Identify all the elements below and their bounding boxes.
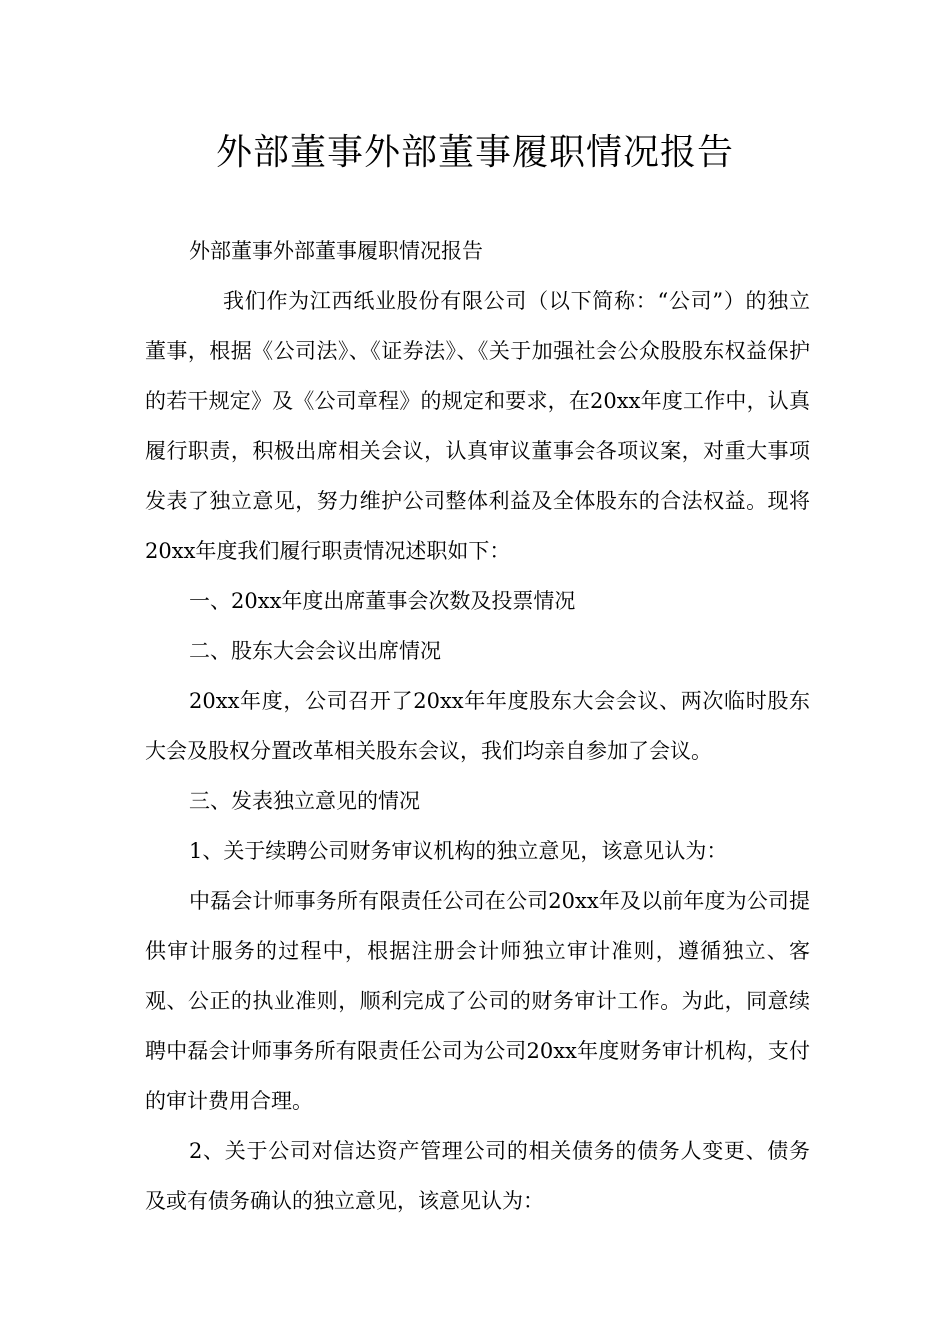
section-heading-3: 三、发表独立意见的情况: [189, 789, 420, 813]
paragraph-subtitle: 外部董事外部董事履职情况报告: [189, 239, 483, 263]
item-heading-2: 2、关于公司对信达资产管理公司的相关债务的债务人变更、债务及或有债务确认的独立意见，该意见认为：: [145, 1139, 810, 1213]
paragraph-shareholder-meetings: 20xx年度，公司召开了20xx年年度股东大会会议、两次临时股东大会及股权分置改革相关股东会议，我们均亲自参加了会议。: [145, 689, 810, 763]
paragraph-intro: 我们作为江西纸业股份有限公司（以下简称：“公司”）的独立董事，根据《公司法》、《证券法》、《关于加强社会公众股股东权益保护的若干规定》及《公司章程》的规定和要求，在20xx年度工作中，认真履行职责，积极出席相关会议，认真审议董事会各项议案，对重大事项发表了独立意见，努力维护公司整体利益及全体股东的合法权益。现将20xx年度我们履行职责情况述职如下：: [145, 289, 810, 563]
document-body: [145, 226, 810, 1226]
section-heading-1: 一、20xx年度出席董事会次数及投票情况: [189, 589, 576, 613]
section-heading-2: 二、股东大会会议出席情况: [189, 639, 441, 663]
item-heading-1: 1、关于续聘公司财务审议机构的独立意见，该意见认为：: [189, 839, 728, 863]
document-title: 外部董事外部董事履职情况报告: [215, 132, 734, 173]
paragraph-auditor-opinion: 中磊会计师事务所有限责任公司在公司20xx年及以前年度为公司提供审计服务的过程中，根据注册会计师独立审计准则，遵循独立、客观、公正的执业准则，顺利完成了公司的财务审计工作。为此，同意续聘中磊会计师事务所有限责任公司为公司20xx年度财务审计机构，支付的审计费用合理。: [145, 889, 810, 1113]
